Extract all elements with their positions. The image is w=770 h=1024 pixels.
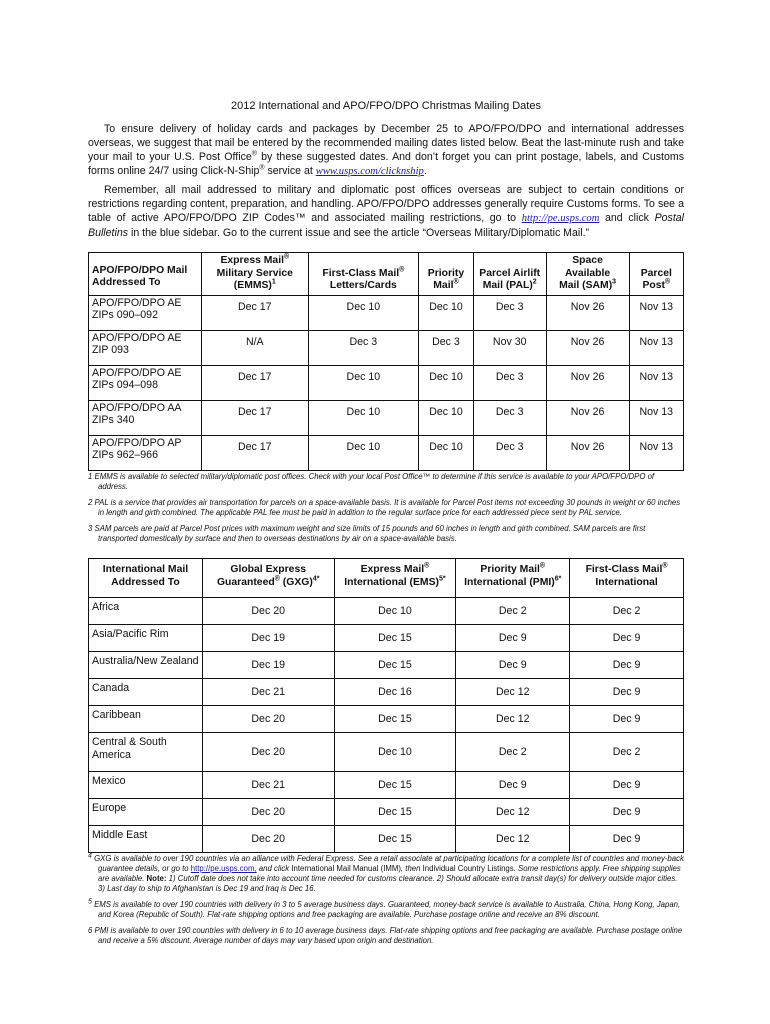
col-header-sam: Space Available Mail (SAM)$^3$	[546, 253, 629, 296]
table-cell: Dec 15	[334, 771, 456, 798]
table-row	[89, 365, 684, 400]
footnote-2: 2 PAL is a service that provides air transportation for parcels on a space-available basis. It is available for Parcel Post items not exceeding 30 pounds in weight or 60 inches in length and girth combined. The applicable PAL fee must be paid in addition to the regular surface price for each addressed piece sent by PAL service.	[88, 497, 681, 517]
row-label: Canada	[89, 678, 203, 705]
table-cell: Nov 26	[546, 400, 629, 435]
table-row	[89, 400, 684, 435]
table-cell: Nov 13	[629, 330, 683, 365]
page-title: 2012 International and APO/FPO/DPO Christmas Mailing Dates	[231, 100, 541, 112]
table-cell: Dec 17	[202, 435, 309, 470]
table-row	[89, 295, 684, 330]
table-cell: Dec 3	[419, 330, 474, 365]
table-cell: Dec 15	[334, 798, 456, 825]
intro-paragraph-1: To ensure delivery of holiday cards and packages by December 25 to APO/FPO/DPO and international addresses overseas, we suggest that mail be entered by the recommended mailing dates listed below. Beat the last-minute rush and take your mail to your U.S. Post Office® by these suggested dates. And don’t forget you can print postage, labels, and Customs forms online 24/7 using Click-N-Ship® service at www.usps.com/clicknship.	[88, 123, 685, 177]
table-cell: Dec 3	[308, 330, 419, 365]
col-header-ems: Express Mail® International (EMS)$^{5*}$	[334, 558, 456, 597]
table-cell: Dec 10	[308, 400, 419, 435]
table-cell: Dec 10	[419, 295, 474, 330]
military-table-header-row	[89, 253, 684, 296]
table-cell: Dec 10	[308, 295, 419, 330]
intro-paragraph-2: Remember, all mail addressed to military and diplomatic post offices overseas are subject to certain conditions or restrictions regarding content, preparation, and handling. APO/FPO/DPO addresses generally require Customs forms. To see a table of active APO/FPO/DPO ZIP Codes™ and associated mailing restrictions, go to http://pe.usps.com and click Postal Bulletins in the blue sidebar. Go to the current issue and see the article “Overseas Military/Diplomatic Mail.”	[88, 184, 685, 239]
clicknship-link[interactable]: www.usps.com/clicknship	[315, 166, 424, 177]
table-cell: Nov 13	[629, 400, 683, 435]
table-cell: Dec 3	[473, 435, 546, 470]
table-row	[89, 597, 684, 624]
row-label: APO/FPO/DPO AE ZIPs 094–098	[89, 365, 202, 400]
col-header-parcel-post: Parcel Post®	[629, 253, 683, 296]
table-cell: Dec 10	[419, 400, 474, 435]
row-label: APO/FPO/DPO AA ZIPs 340	[89, 400, 202, 435]
document-page	[88, 100, 684, 946]
footnote-3: 3 SAM parcels are paid at Parcel Post prices with maximum weight and size limits of 15 pounds and 60 inches in length and girth combined. SAM parcels are first transported domestically by surface and then to overseas destinations by air on a space-available basis.	[88, 523, 646, 543]
col-header-emms: Express Mail® Military Service (EMMS)$^1$	[202, 253, 309, 296]
military-mailing-table	[88, 252, 684, 471]
col-header-address: APO/FPO/DPO Mail Addressed To	[89, 253, 202, 296]
table-cell: Dec 20	[202, 705, 334, 732]
table-cell: Dec 3	[473, 400, 546, 435]
footnote-1: 1 EMMS is available to selected military/diplomatic post offices. Check with your local Post Office™ to determine if this service is available to your APO/FPO/DPO of address.	[88, 471, 655, 491]
table-cell: Nov 26	[546, 435, 629, 470]
footnote-5: $^5$ EMS is available to over 190 countries with delivery in 3 to 5 average business days. Guaranteed, money-back service is available to Australia, China, Hong Kong, Japan, and Korea (Republic of South). Flat-rate shipping options and free packaging are available. Purchase postage online and receive an 8% discount.	[88, 897, 681, 919]
col-header-pmi: Priority Mail® International (PMI)$^{6*}$	[456, 558, 570, 597]
table-cell: Dec 9	[570, 651, 684, 678]
row-label: APO/FPO/DPO AP ZIPs 962–966	[89, 435, 202, 470]
footnote-4: $^4$ GXG is available to over 190 countries via an alliance with Federal Express. See a retail associate at participating locations for a complete list of countries and money-back guarantee details, or go to http://pe.usps.com, and click International Mail Manual (IMM), then Individual Country Listings. Some restrictions apply. Free shipping supplies are available. Note: 1) Cutoff date does not take into account time needed for customs clearance. 2) Should allocate extra transit day(s) for delivery outside major cities. 3) Last day to ship to Afghanistan is Dec 19 and Iraq is Dec 16.	[88, 851, 684, 893]
table-cell: Dec 9	[456, 624, 570, 651]
row-label: APO/FPO/DPO AE ZIP 093	[89, 330, 202, 365]
table-row	[89, 651, 684, 678]
table-cell: Dec 9	[570, 678, 684, 705]
table-cell: Dec 9	[570, 771, 684, 798]
intl-table-header-row	[89, 558, 684, 597]
row-label: Europe	[89, 798, 203, 825]
table-cell: Dec 12	[456, 678, 570, 705]
pe-usps-footnote-link[interactable]: http://pe.usps.com,	[190, 863, 257, 873]
table-cell: Nov 30	[473, 330, 546, 365]
table-cell: Dec 15	[334, 624, 456, 651]
table-row	[89, 825, 684, 852]
table-cell: Dec 9	[570, 798, 684, 825]
table-cell: Nov 13	[629, 295, 683, 330]
table-cell: Dec 16	[334, 678, 456, 705]
table-cell: Dec 10	[419, 435, 474, 470]
row-label: Caribbean	[89, 705, 203, 732]
table-row	[89, 624, 684, 651]
table-row	[89, 771, 684, 798]
table-cell: Dec 2	[570, 732, 684, 771]
table-cell: Dec 2	[456, 597, 570, 624]
international-mailing-table	[88, 558, 684, 853]
row-label: APO/FPO/DPO AE ZIPs 090–092	[89, 295, 202, 330]
table-cell: Dec 17	[202, 295, 309, 330]
table-cell: Dec 10	[308, 435, 419, 470]
table-cell: Dec 20	[202, 825, 334, 852]
table-cell: Dec 20	[202, 597, 334, 624]
table-cell: Dec 9	[570, 624, 684, 651]
table-cell: Dec 10	[334, 597, 456, 624]
row-label: Australia/New Zealand	[89, 651, 203, 678]
table-cell: Dec 19	[202, 624, 334, 651]
table-cell: Dec 21	[202, 678, 334, 705]
table-cell: Dec 21	[202, 771, 334, 798]
row-label: Asia/Pacific Rim	[89, 624, 203, 651]
table-cell: Nov 26	[546, 330, 629, 365]
table-cell: Dec 19	[202, 651, 334, 678]
table-cell: Dec 9	[456, 651, 570, 678]
table-row	[89, 678, 684, 705]
col-header-gxg: Global Express Guaranteed® (GXG)$^{4*}$	[202, 558, 334, 597]
table-cell: Dec 10	[308, 365, 419, 400]
table-cell: N/A	[202, 330, 309, 365]
row-label: Central & South America	[89, 732, 203, 771]
col-header-pal: Parcel Airlift Mail (PAL)$^2$	[473, 253, 546, 296]
table-cell: Dec 15	[334, 825, 456, 852]
table-cell: Dec 20	[202, 732, 334, 771]
table-row	[89, 330, 684, 365]
table-cell: Dec 17	[202, 400, 309, 435]
table-cell: Dec 15	[334, 705, 456, 732]
table-cell: Dec 12	[456, 825, 570, 852]
table-row	[89, 798, 684, 825]
table-cell: Dec 15	[334, 651, 456, 678]
col-header-intl-address: International Mail Addressed To	[89, 558, 203, 597]
table-row	[89, 435, 684, 470]
col-header-first-class: First-Class Mail® Letters/Cards	[308, 253, 419, 296]
table-cell: Dec 10	[419, 365, 474, 400]
row-label: Mexico	[89, 771, 203, 798]
footnote-6: 6 PMI is available to over 190 countries with delivery in 6 to 10 average business days. Flat-rate shipping options and free packaging are available. Purchase postage online and receive a 5% discount. Average number of days may vary based upon origin and destination.	[88, 925, 683, 945]
table-cell: Nov 13	[629, 435, 683, 470]
row-label: Africa	[89, 597, 203, 624]
table-cell: Dec 9	[456, 771, 570, 798]
row-label: Middle East	[89, 825, 203, 852]
table-cell: Nov 26	[546, 365, 629, 400]
pe-usps-link[interactable]: http://pe.usps.com	[521, 213, 600, 224]
table-cell: Dec 3	[473, 365, 546, 400]
col-header-priority: Priority Mail®	[419, 253, 474, 296]
table-cell: Dec 17	[202, 365, 309, 400]
table-cell: Dec 20	[202, 798, 334, 825]
table-cell: Dec 2	[570, 597, 684, 624]
table-cell: Nov 26	[546, 295, 629, 330]
table-cell: Dec 9	[570, 825, 684, 852]
table-cell: Nov 13	[629, 365, 683, 400]
table-cell: Dec 3	[473, 295, 546, 330]
table-cell: Dec 9	[570, 705, 684, 732]
table-cell: Dec 2	[456, 732, 570, 771]
table-row	[89, 732, 684, 771]
table-cell: Dec 12	[456, 705, 570, 732]
col-header-fcmi: First-Class Mail® International	[570, 558, 684, 597]
table-cell: Dec 10	[334, 732, 456, 771]
table-row	[89, 705, 684, 732]
table-cell: Dec 12	[456, 798, 570, 825]
